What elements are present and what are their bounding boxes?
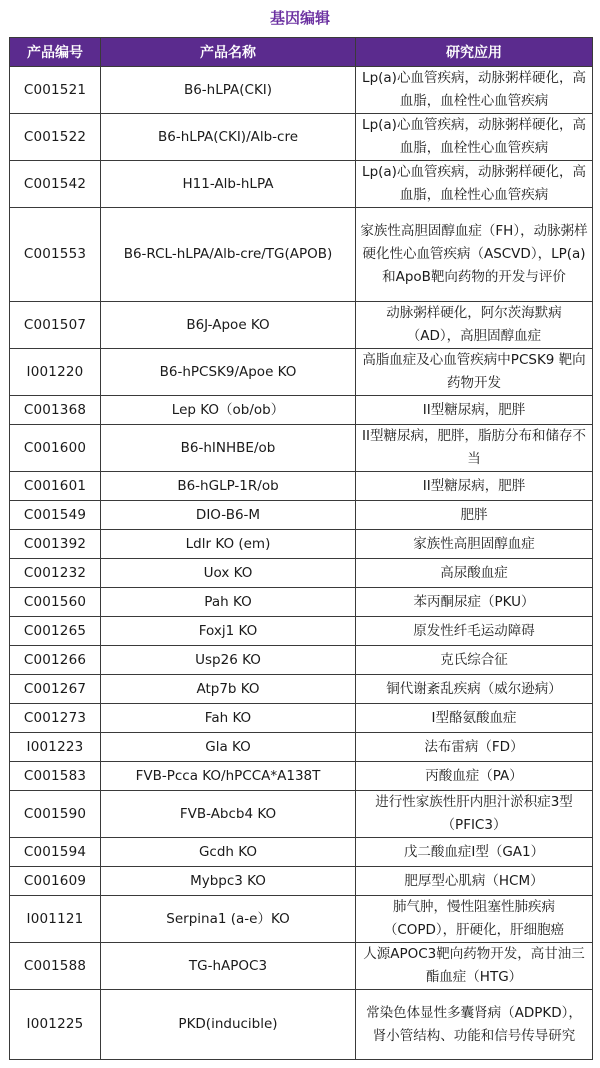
header-code: 产品编号 xyxy=(10,38,101,67)
cell-name: Gla KO xyxy=(101,733,356,762)
header-name: 产品名称 xyxy=(101,38,356,67)
cell-code: C001521 xyxy=(10,67,101,114)
cell-name: Lep KO（ob/ob） xyxy=(101,396,356,425)
cell-name: Usp26 KO xyxy=(101,646,356,675)
table-row xyxy=(10,114,593,161)
cell-application: Lp(a)心血管疾病，动脉粥样硬化，高血脂，血栓性心血管疾病 xyxy=(356,114,593,161)
cell-code: C001560 xyxy=(10,588,101,617)
table-row xyxy=(10,762,593,791)
cell-code: C001588 xyxy=(10,943,101,990)
cell-name: FVB-Pcca KO/hPCCA*A138T xyxy=(101,762,356,791)
table-row xyxy=(10,396,593,425)
cell-application: 进行性家族性肝内胆汁淤积症3型（PFIC3） xyxy=(356,791,593,838)
table-row xyxy=(10,838,593,867)
cell-name: DIO-B6-M xyxy=(101,501,356,530)
table-row xyxy=(10,617,593,646)
table-row xyxy=(10,990,593,1060)
cell-name: Pah KO xyxy=(101,588,356,617)
cell-code: C001522 xyxy=(10,114,101,161)
cell-name: FVB-Abcb4 KO xyxy=(101,791,356,838)
cell-code: C001273 xyxy=(10,704,101,733)
cell-code: C001507 xyxy=(10,302,101,349)
table-row xyxy=(10,646,593,675)
table-row xyxy=(10,302,593,349)
cell-name: B6-hPCSK9/Apoe KO xyxy=(101,349,356,396)
cell-application: 肥厚型心肌病（HCM） xyxy=(356,867,593,896)
cell-code: C001609 xyxy=(10,867,101,896)
cell-application: 原发性纤毛运动障碍 xyxy=(356,617,593,646)
product-table xyxy=(9,37,593,1060)
cell-name: Uox KO xyxy=(101,559,356,588)
cell-application: 铜代谢紊乱疾病（威尔逊病） xyxy=(356,675,593,704)
cell-application: 法布雷病（FD） xyxy=(356,733,593,762)
cell-application: 克氏综合征 xyxy=(356,646,593,675)
table-row xyxy=(10,943,593,990)
table-row xyxy=(10,675,593,704)
cell-application: II型糖尿病，肥胖 xyxy=(356,396,593,425)
cell-application: Lp(a)心血管疾病，动脉粥样硬化，高血脂，血栓性心血管疾病 xyxy=(356,67,593,114)
cell-name: B6-RCL-hLPA/Alb-cre/TG(APOB) xyxy=(101,208,356,302)
table-row xyxy=(10,867,593,896)
cell-code: C001266 xyxy=(10,646,101,675)
cell-name: TG-hAPOC3 xyxy=(101,943,356,990)
table-row xyxy=(10,559,593,588)
cell-name: Serpina1 (a-e）KO xyxy=(101,896,356,943)
cell-name: B6-hLPA(CKI) xyxy=(101,67,356,114)
table-row xyxy=(10,208,593,302)
table-row xyxy=(10,349,593,396)
section-title: 基因编辑 xyxy=(269,9,330,27)
cell-application: 戊二酸血症I型（GA1） xyxy=(356,838,593,867)
cell-name: Gcdh KO xyxy=(101,838,356,867)
cell-application: 苯丙酮尿症（PKU） xyxy=(356,588,593,617)
cell-name: Foxj1 KO xyxy=(101,617,356,646)
table-row xyxy=(10,588,593,617)
header-application: 研究应用 xyxy=(356,38,593,67)
cell-code: C001542 xyxy=(10,161,101,208)
cell-code: C001232 xyxy=(10,559,101,588)
cell-code: C001368 xyxy=(10,396,101,425)
cell-code: C001601 xyxy=(10,472,101,501)
cell-code: C001265 xyxy=(10,617,101,646)
cell-application: 动脉粥样硬化，阿尔茨海默病（AD），高胆固醇血症 xyxy=(356,302,593,349)
cell-code: I001223 xyxy=(10,733,101,762)
cell-application: 高脂血症及心血管疾病中PCSK9 靶向药物开发 xyxy=(356,349,593,396)
cell-name: H11-Alb-hLPA xyxy=(101,161,356,208)
cell-application: 家族性高胆固醇血症 xyxy=(356,530,593,559)
cell-application: II型糖尿病，肥胖，脂肪分布和储存不当 xyxy=(356,425,593,472)
cell-application: II型糖尿病，肥胖 xyxy=(356,472,593,501)
table-row xyxy=(10,161,593,208)
cell-name: B6-hLPA(CKI)/Alb-cre xyxy=(101,114,356,161)
table-row xyxy=(10,896,593,943)
cell-name: B6-hINHBE/ob xyxy=(101,425,356,472)
cell-name: Ldlr KO (em) xyxy=(101,530,356,559)
table-row xyxy=(10,501,593,530)
cell-application: Lp(a)心血管疾病，动脉粥样硬化，高血脂，血栓性心血管疾病 xyxy=(356,161,593,208)
cell-code: I001225 xyxy=(10,990,101,1060)
cell-name: PKD(inducible) xyxy=(101,990,356,1060)
cell-code: C001600 xyxy=(10,425,101,472)
cell-name: Mybpc3 KO xyxy=(101,867,356,896)
cell-code: C001590 xyxy=(10,791,101,838)
cell-code: I001220 xyxy=(10,349,101,396)
table-row xyxy=(10,791,593,838)
table-row xyxy=(10,472,593,501)
cell-name: B6-hGLP-1R/ob xyxy=(101,472,356,501)
cell-application: 常染色体显性多囊肾病（ADPKD），肾小管结构、功能和信号传导研究 xyxy=(356,990,593,1060)
cell-application: 丙酸血症（PA） xyxy=(356,762,593,791)
cell-application: 人源APOC3靶向药物开发，高甘油三酯血症（HTG） xyxy=(356,943,593,990)
table-body xyxy=(10,67,593,1060)
cell-code: C001267 xyxy=(10,675,101,704)
table-row xyxy=(10,67,593,114)
cell-code: C001594 xyxy=(10,838,101,867)
cell-application: 肥胖 xyxy=(356,501,593,530)
cell-application: I型酪氨酸血症 xyxy=(356,704,593,733)
table-row xyxy=(10,425,593,472)
cell-name: Atp7b KO xyxy=(101,675,356,704)
cell-name: Fah KO xyxy=(101,704,356,733)
cell-application: 家族性高胆固醇血症（FH），动脉粥样硬化性心血管疾病（ASCVD），LP(a)和ApoB靶向药物的开发与评价 xyxy=(356,208,593,302)
cell-code: C001392 xyxy=(10,530,101,559)
header-row xyxy=(10,38,593,67)
table-row xyxy=(10,530,593,559)
cell-code: I001121 xyxy=(10,896,101,943)
cell-application: 肺气肿，慢性阻塞性肺疾病（COPD），肝硬化，肝细胞癌 xyxy=(356,896,593,943)
cell-code: C001549 xyxy=(10,501,101,530)
cell-code: C001553 xyxy=(10,208,101,302)
cell-name: B6J-Apoe KO xyxy=(101,302,356,349)
cell-application: 高尿酸血症 xyxy=(356,559,593,588)
cell-code: C001583 xyxy=(10,762,101,791)
table-row xyxy=(10,733,593,762)
table-row xyxy=(10,704,593,733)
